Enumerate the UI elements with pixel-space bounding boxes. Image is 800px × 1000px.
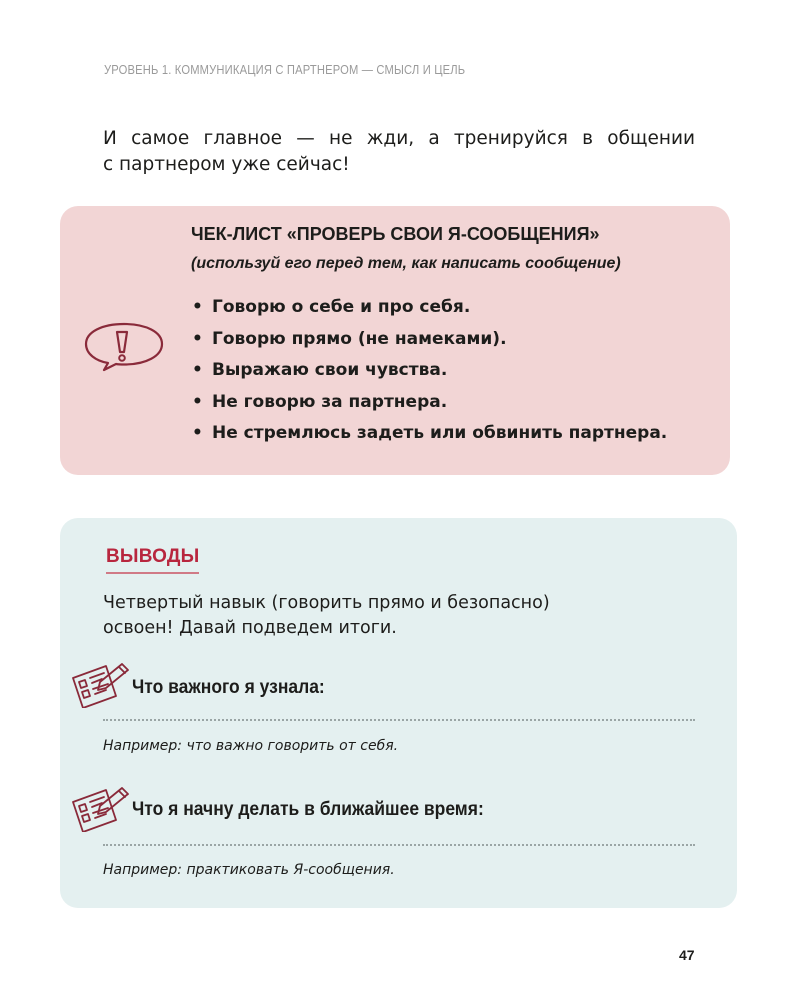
list-item-text: Не стремлюсь задеть или обвинить партнера. [212,423,668,443]
running-header: УРОВЕНЬ 1. КОММУНИКАЦИЯ С ПАРТНЕРОМ — СМЫСЛ И ЦЕЛЬ [104,62,466,77]
checklist-title: ЧЕК-ЛИСТ «ПРОВЕРЬ СВОИ Я-СООБЩЕНИЯ» [191,224,600,244]
summary-text-line: освоен! Давай подведем итоги. [103,618,397,638]
list-item-text: Не говорю за партнера. [212,391,448,412]
speech-bubble-exclamation-icon [82,320,166,372]
question-label: Что я начну делать в ближайшее время: [132,799,484,820]
summary-text [103,591,663,641]
list-item-text: Выражаю свои чувства. [212,360,448,380]
summary-title: ВЫВОДЫ [106,546,199,574]
summary-panel [60,518,737,908]
page-number: 47 [679,947,695,963]
list-item [192,292,667,324]
bullet: • [192,391,203,412]
question-label: Что важного я узнала: [132,677,325,698]
intro-line: с партнером уже сейчас! [103,154,350,175]
answer-line[interactable] [103,844,695,846]
list-item-text: Говорю о себе и про себя. [212,297,471,317]
summary-text-line: Четвертый навык (говорить прямо и безопасно) [103,593,550,613]
bullet: • [192,423,203,443]
bullet: • [192,297,203,317]
list-item [192,355,667,387]
answer-line[interactable] [103,719,695,721]
document-pencil-icon [70,658,130,708]
list-item [192,387,667,419]
list-item [192,324,667,356]
bullet: • [192,360,203,380]
checklist-items [192,292,667,450]
list-item-text: Говорю прямо (не намеками). [212,328,507,349]
intro-paragraph [103,126,695,178]
list-item [192,418,667,450]
document-pencil-icon [70,782,130,832]
checklist-subtitle: (используй его перед тем, как написать сообщение) [191,255,621,272]
intro-line: И самое главное — не жди, а тренируйся в общении [103,128,695,149]
example-text: Например: что важно говорить от себя. [103,738,399,754]
example-text: Например: практиковать Я-сообщения. [103,862,395,878]
bullet: • [192,328,203,349]
